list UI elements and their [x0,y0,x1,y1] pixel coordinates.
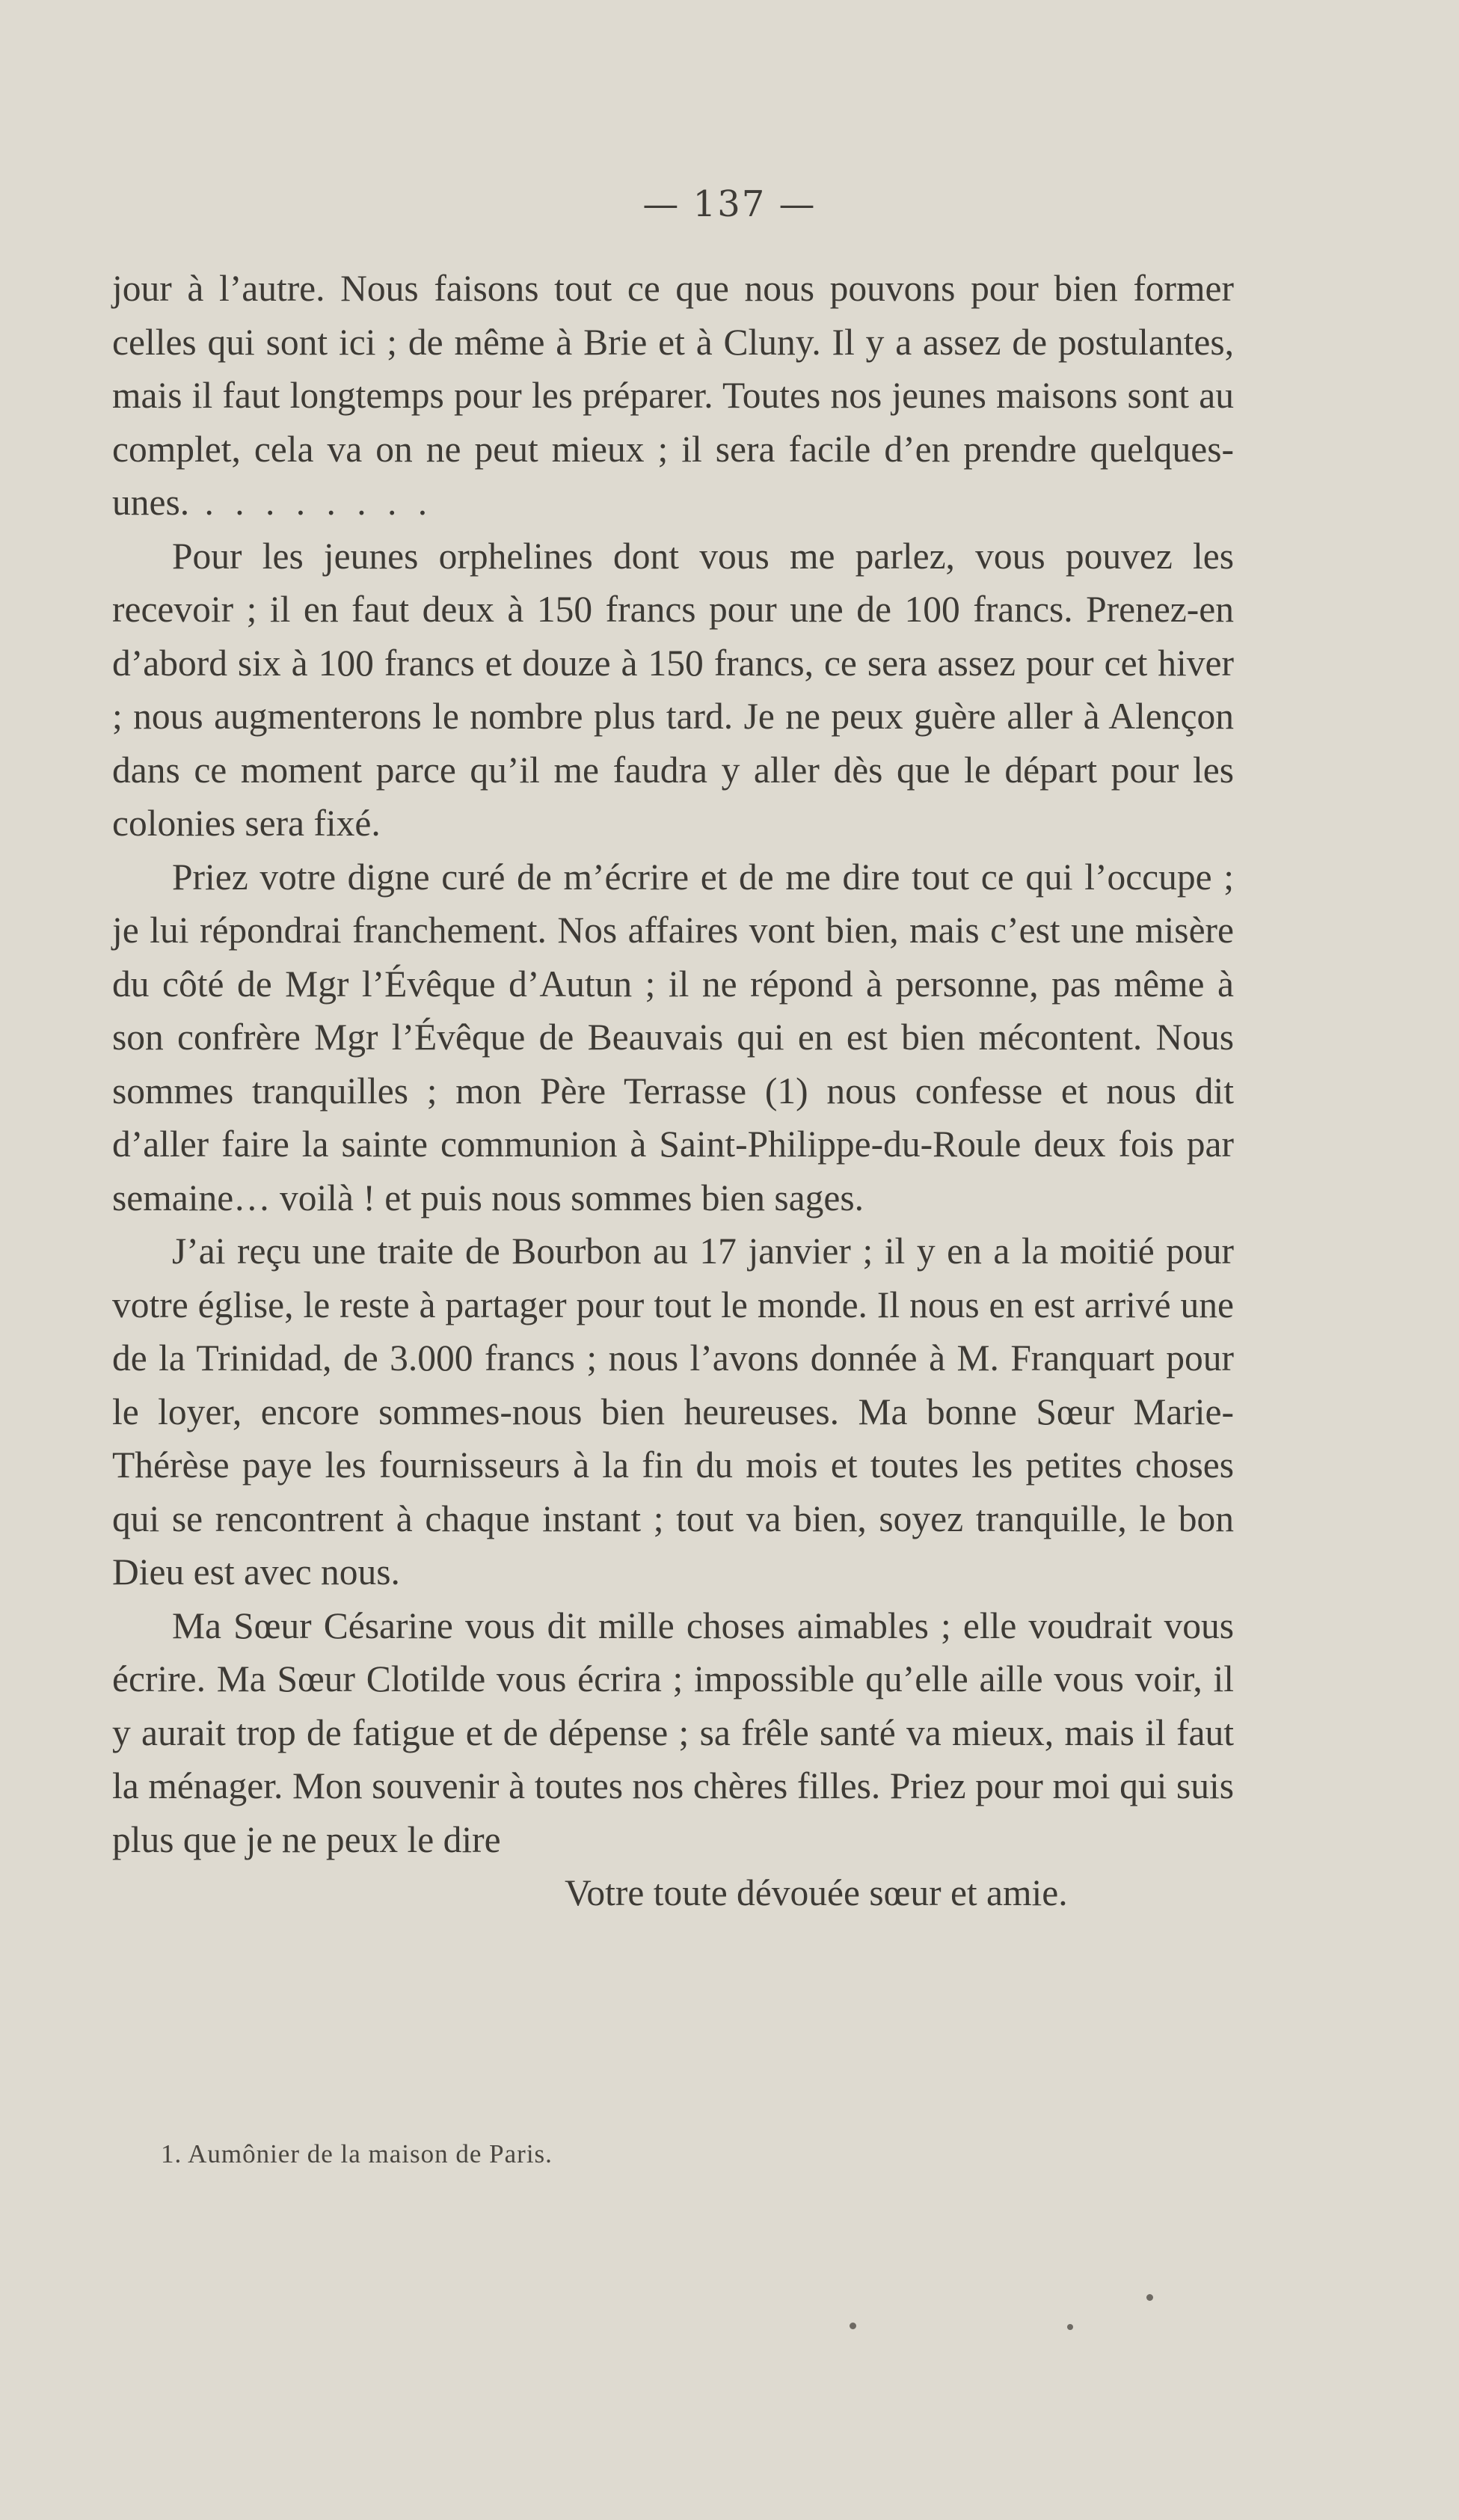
paper-speck [850,2323,856,2329]
paper-speck [1067,2324,1073,2330]
footnote: 1. Aumônier de la maison de Paris. [161,2139,553,2168]
paragraph-1-text: jour à l’autre. Nous faisons tout ce que nous pouvons pour bien former celles qui sont ici ; de même à Brie et à Cluny. Il y a assez de postulantes, mais il faut longtemps pour les préparer. Toutes nos jeunes maisons sont au complet, cela va on ne peut mieux ; il sera facile d’en prendre quelques-unes. [112,268,1234,523]
paragraph-3: Priez votre digne curé de m’écrire et de me dire tout ce qui l’occupe ; je lui répondrai franchement. Nos affaires vont bien, mais c’est une misère du côté de Mgr l’Évêque d’Autun ; il ne répond à personne, pas même à son confrère Mgr l’Évêque de Beauvais qui en est bien mécontent. Nous sommes tranquilles ; mon Père Terrasse (1) nous confesse et nous dit d’aller faire la sainte communion à Saint-Philippe-du-Roule deux fois par semaine… voilà ! et puis nous sommes bien sages. [112,856,1234,1218]
signature: Votre toute dévouée sœur et amie. [565,1872,1068,1913]
paragraph-1-dots: . . . . . . . . [189,482,434,523]
paper-speck [1146,2294,1153,2301]
letter-body [112,262,1234,1920]
page-number: — 137 — [642,183,817,225]
paragraph-1 [112,262,1234,530]
paragraph-5: Ma Sœur Césarine vous dit mille choses aimables ; elle voudrait vous écrire. Ma Sœur Clotilde vous écrira ; impossible qu’elle aille vous voir, il y aurait trop de fatigue et de dépense ; sa frêle santé va mieux, mais il faut la ménager. Mon souvenir à toutes nos chères filles. Priez pour moi qui suis plus que je ne peux le dire [112,1604,1234,1860]
paragraph-4: J’ai reçu une traite de Bourbon au 17 janvier ; il y en a la moitié pour votre église, le reste à partager pour tout le monde. Il nous en est arrivé une de la Trinidad, de 3.000 francs ; nous l’avons donnée à M. Franquart pour le loyer, encore sommes-nous bien heureuses. Ma bonne Sœur Marie-Thérèse paye les fournisseurs à la fin du mois et toutes les petites choses qui se rencontrent à chaque instant ; tout va bien, soyez tranquille, le bon Dieu est avec nous. [112,1230,1234,1592]
paragraph-2: Pour les jeunes orphelines dont vous me parlez, vous pouvez les recevoir ; il en faut deux à 150 francs pour une de 100 francs. Prenez-en d’abord six à 100 francs et douze à 150 francs, ce sera assez pour cet hiver ; nous augmenterons le nombre plus tard. Je ne peux guère aller à Alençon dans ce moment parce qu’il me faudra y aller dès que le départ pour les colonies sera fixé. [112,535,1234,844]
